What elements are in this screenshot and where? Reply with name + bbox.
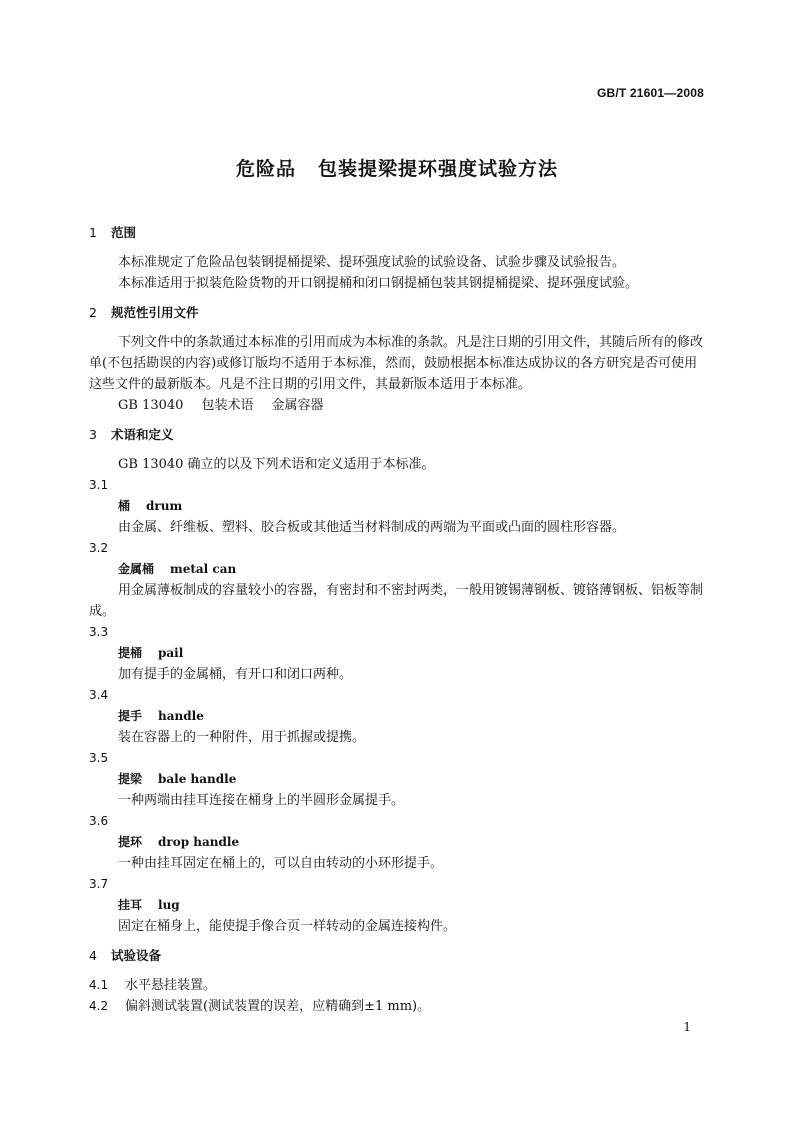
section-3-heading <box>89 424 706 445</box>
term-number: 3.4 <box>89 688 109 702</box>
section-title: 术语和定义 <box>111 427 174 442</box>
term-entry <box>89 685 706 748</box>
section-number: 2 <box>89 305 97 320</box>
term-entry <box>89 538 706 622</box>
references-paragraph: 下列文件中的条款通过本标准的引用而成为本标准的条款。凡是注日期的引用文件，其随后所有的修改单(不包括勘误的内容)或修订版均不适用于本标准，然而，鼓励根据本标准达成协议的各方研究是否可使用这些文件的最新版本。凡是不注日期的引用文件，其最新版本适用于本标准。 <box>89 335 704 392</box>
term-number: 3.2 <box>89 541 109 555</box>
term-name: 挂耳 lug <box>118 898 180 912</box>
term-number: 3.6 <box>89 814 109 828</box>
term-entry <box>89 622 706 685</box>
term-definition: 一种由挂耳固定在桶上的，可以自由转动的小环形提手。 <box>118 856 444 871</box>
section-4-heading <box>89 945 706 966</box>
term-definition: 由金属、纤维板、塑料、胶合板或其他适当材料制成的两端为平面或凸面的圆柱形容器。 <box>118 520 626 535</box>
term-number: 3.7 <box>89 877 109 891</box>
page-number: 1 <box>683 1020 691 1034</box>
reference-title: 包装术语 <box>201 398 254 413</box>
title-part-1: 危险品 <box>235 158 296 180</box>
term-name: 提桶 pail <box>118 646 184 660</box>
term-entry <box>89 874 706 937</box>
section-1-heading <box>89 222 706 243</box>
term-definition: 固定在桶身上，能使提手像合页一样转动的金属连接构件。 <box>118 919 457 934</box>
term-definition: 装在容器上的一种附件，用于抓握或提携。 <box>118 730 366 745</box>
term-name: 桶 drum <box>118 499 183 513</box>
standard-number: GB/T 21601—2008 <box>596 86 704 100</box>
term-entry <box>89 475 706 538</box>
document-title <box>0 154 794 181</box>
document-body <box>89 214 706 1017</box>
section-number: 4 <box>89 948 97 963</box>
reference-subtitle: 金属容器 <box>271 398 324 413</box>
term-definition: 用金属薄板制成的容量较小的容器，有密封和不密封两类，一般用镀锡薄钢板、镀铬薄钢板、铝板等制成。 <box>89 583 704 619</box>
section-title: 试验设备 <box>111 948 162 963</box>
equipment-item: 4.2 偏斜测试装置(测试装置的误差，应精确到±1 mm)。 <box>89 999 431 1014</box>
section-title: 规范性引用文件 <box>111 305 199 320</box>
reference-entry <box>89 395 706 416</box>
section-number: 3 <box>89 427 97 442</box>
term-name: 提环 drop handle <box>118 835 240 849</box>
equipment-item: 4.1 水平悬挂装置。 <box>89 978 217 993</box>
term-number: 3.5 <box>89 751 109 765</box>
term-definition: 一种两端由挂耳连接在桶身上的半圆形金属提手。 <box>118 793 405 808</box>
title-part-2: 包装提梁提环强度试验方法 <box>318 158 559 180</box>
section-title: 范围 <box>111 225 137 240</box>
reference-code: GB 13040 <box>118 398 184 413</box>
scope-paragraph-2: 本标准适用于拟装危险货物的开口钢提桶和闭口钢提桶包装其钢提桶提梁、提环强度试验。 <box>118 276 639 291</box>
terms-intro: GB 13040 确立的以及下列术语和定义适用于本标准。 <box>118 457 435 472</box>
section-number: 1 <box>89 225 97 240</box>
term-name: 提手 handle <box>118 709 204 723</box>
term-definition: 加有提手的金属桶，有开口和闭口两种。 <box>118 667 353 682</box>
term-name: 金属桶 metal can <box>118 562 237 576</box>
term-number: 3.3 <box>89 625 109 639</box>
section-2-heading <box>89 302 706 323</box>
scope-paragraph-1: 本标准规定了危险品包装钢提桶提梁、提环强度试验的试验设备、试验步骤及试验报告。 <box>118 255 626 270</box>
term-entry <box>89 748 706 811</box>
term-number: 3.1 <box>89 478 109 492</box>
term-name: 提梁 bale handle <box>118 772 237 786</box>
term-entry <box>89 811 706 874</box>
